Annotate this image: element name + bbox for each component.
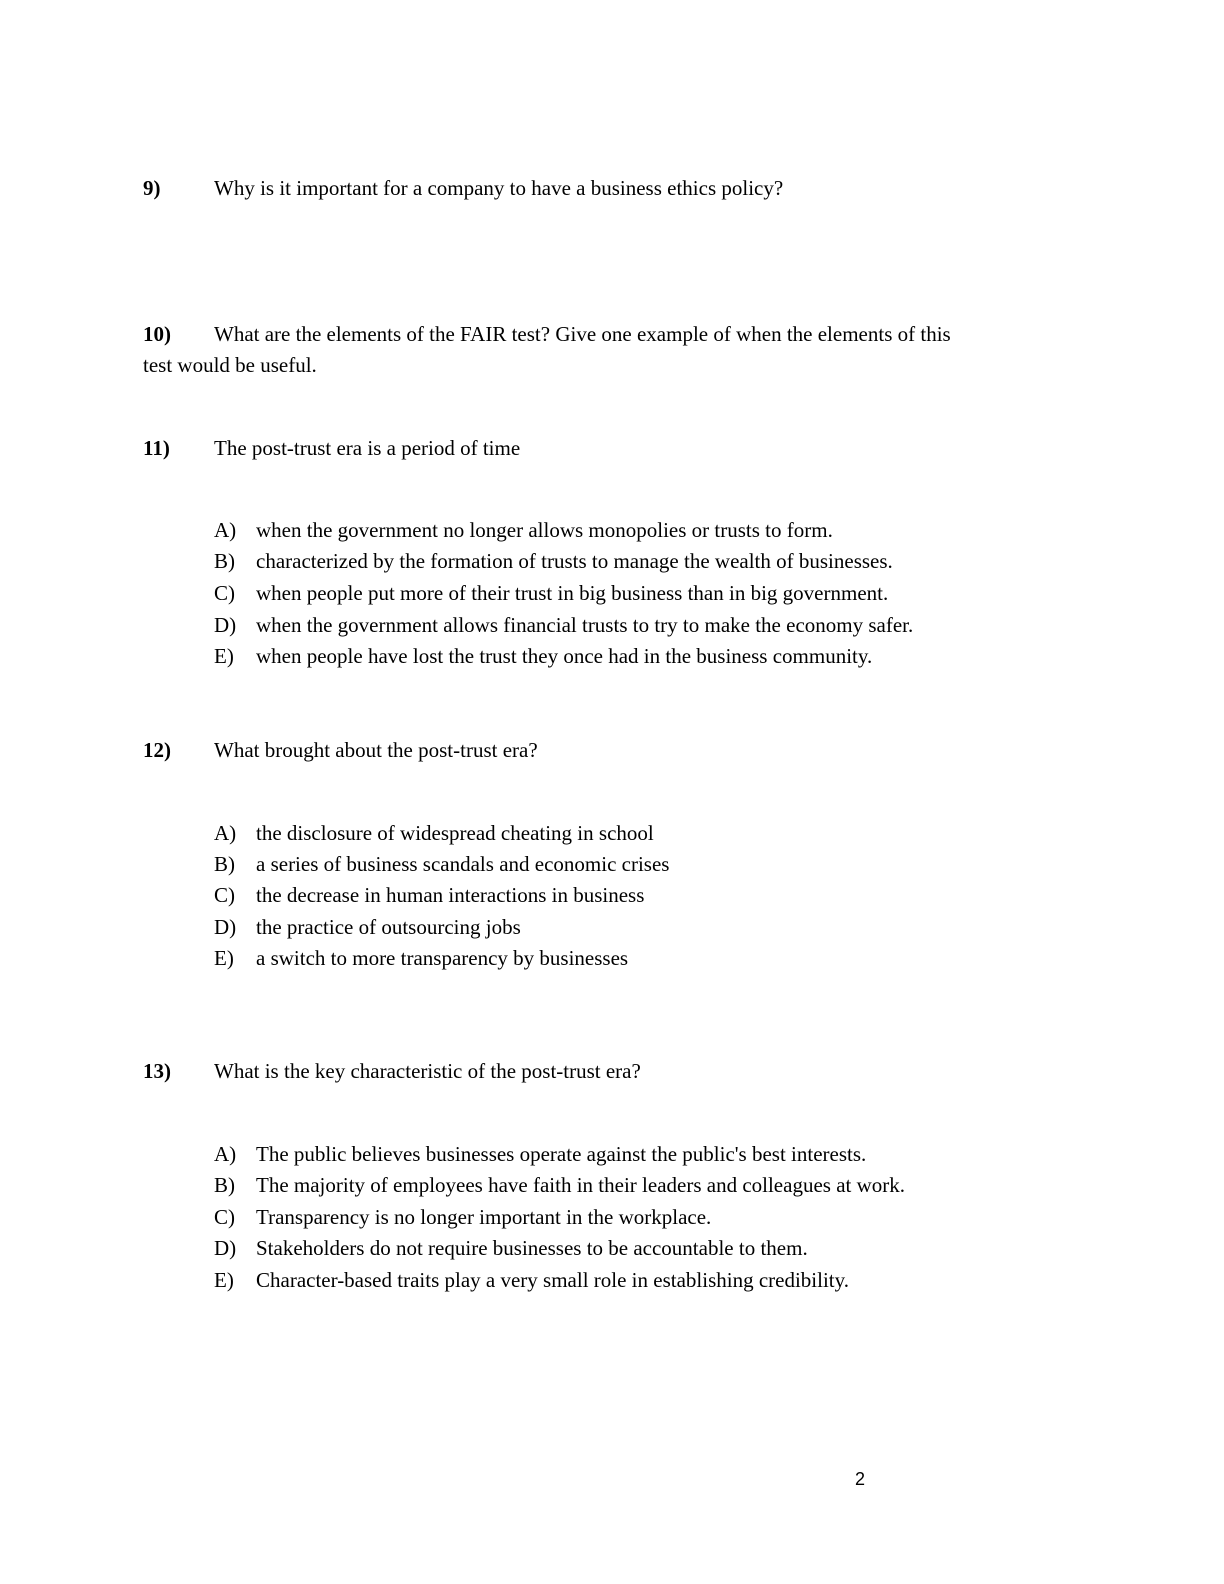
option-letter: C) (214, 1205, 235, 1229)
question-number: 13) (143, 1059, 171, 1083)
option-letter: B) (214, 1173, 235, 1197)
option-text: the disclosure of widespread cheating in school (256, 821, 654, 845)
option-letter: B) (214, 852, 235, 876)
option-letter: E) (214, 1268, 234, 1292)
option-text: when people put more of their trust in big business than in big government. (256, 581, 889, 605)
option-letter: E) (214, 644, 234, 668)
option-text: the decrease in human interactions in business (256, 883, 645, 907)
option-letter: E) (214, 946, 234, 970)
question-text: What brought about the post-trust era? (214, 738, 538, 762)
option-text: Transparency is no longer important in the workplace. (256, 1205, 712, 1229)
option-text: when people have lost the trust they once had in the business community. (256, 644, 873, 668)
option-letter: B) (214, 549, 235, 573)
option-text: Character-based traits play a very small role in establishing credibility. (256, 1268, 850, 1292)
option-text: The majority of employees have faith in their leaders and colleagues at work. (256, 1173, 906, 1197)
question-text: Why is it important for a company to have a business ethics policy? (214, 176, 784, 200)
option-letter: D) (214, 613, 237, 637)
question-number: 11) (143, 436, 170, 460)
question-number: 12) (143, 738, 171, 762)
option-letter: A) (214, 821, 237, 845)
option-text: characterized by the formation of trusts to manage the wealth of businesses. (256, 549, 893, 573)
option-letter: D) (214, 1236, 237, 1260)
option-letter: D) (214, 915, 237, 939)
option-letter: C) (214, 883, 235, 907)
option-text: a series of business scandals and economic crises (256, 852, 670, 876)
page-number: 2 (855, 1469, 866, 1489)
option-text: when the government allows financial trusts to try to make the economy safer. (256, 613, 914, 637)
option-letter: C) (214, 581, 235, 605)
option-letter: A) (214, 518, 237, 542)
question-number: 9) (143, 176, 161, 200)
question-text: What are the elements of the FAIR test? Give one example of when the elements of this (214, 322, 951, 346)
option-letter: A) (214, 1142, 237, 1166)
option-text: The public believes businesses operate against the public's best interests. (256, 1142, 867, 1166)
question-text-continuation: test would be useful. (143, 353, 317, 377)
question-text: What is the key characteristic of the post-trust era? (214, 1059, 641, 1083)
option-text: Stakeholders do not require businesses to be accountable to them. (256, 1236, 808, 1260)
option-text: a switch to more transparency by businesses (256, 946, 629, 970)
option-text: the practice of outsourcing jobs (256, 915, 521, 939)
question-number: 10) (143, 322, 171, 346)
option-text: when the government no longer allows monopolies or trusts to form. (256, 518, 833, 542)
question-text: The post-trust era is a period of time (214, 436, 521, 460)
